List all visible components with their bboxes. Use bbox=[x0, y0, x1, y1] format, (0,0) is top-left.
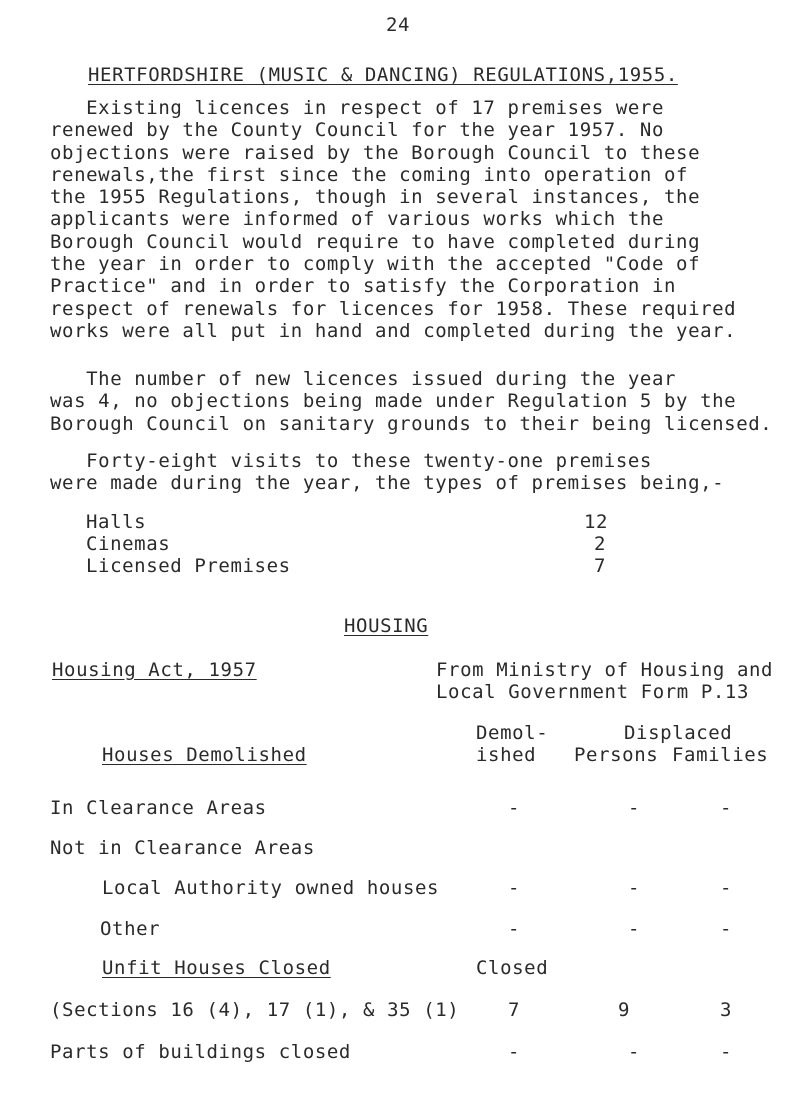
column-header-displaced: Displaced bbox=[624, 722, 733, 744]
premises-type: Halls bbox=[86, 511, 147, 533]
housing-act-label: Housing Act, 1957 bbox=[52, 659, 257, 681]
paragraph-new-licences bbox=[50, 368, 773, 435]
premises-count: 2 bbox=[594, 533, 607, 555]
table-cell: - bbox=[508, 1041, 521, 1063]
text-line: Borough Council would require to have completed during bbox=[50, 230, 701, 253]
table-row-label: Not in Clearance Areas bbox=[50, 837, 315, 859]
houses-demolished-heading: Houses Demolished bbox=[102, 744, 307, 766]
source-line: From Ministry of Housing and bbox=[436, 659, 774, 681]
text-line: Borough Council on sanitary grounds to their being licensed. bbox=[50, 412, 773, 435]
column-header-persons: Persons bbox=[574, 744, 659, 766]
column-header-closed: Closed bbox=[476, 957, 549, 979]
table-cell: 3 bbox=[720, 999, 733, 1021]
premises-count: 12 bbox=[584, 511, 609, 533]
table-row-label: (Sections 16 (4), 17 (1), & 35 (1) bbox=[50, 999, 460, 1021]
section-heading: HERTFORDSHIRE (MUSIC & DANCING) REGULATIONS,1955. bbox=[88, 64, 678, 86]
table-cell: - bbox=[720, 1041, 733, 1063]
column-header-demolished: Demol- bbox=[476, 722, 549, 744]
text-line: was 4, no objections being made under Regulation 5 by the bbox=[50, 390, 737, 413]
text-line: respect of renewals for licences for 1958. These required bbox=[50, 297, 737, 320]
text-line: were made during the year, the types of premises being,- bbox=[50, 472, 725, 495]
table-cell: - bbox=[508, 877, 521, 899]
text-line: Existing licences in respect of 17 premises were bbox=[50, 97, 664, 119]
premises-type: Licensed Premises bbox=[86, 555, 291, 577]
text-line: Forty-eight visits to these twenty-one premises bbox=[50, 450, 652, 472]
table-cell: 9 bbox=[618, 999, 631, 1021]
table-row-label: Other bbox=[100, 918, 161, 940]
table-cell: - bbox=[508, 797, 521, 819]
unfit-houses-heading: Unfit Houses Closed bbox=[102, 957, 331, 979]
source-line: Local Government Form P.13 bbox=[436, 681, 750, 703]
housing-heading: HOUSING bbox=[344, 615, 429, 637]
page-number: 24 bbox=[386, 14, 411, 36]
column-header-families: Families bbox=[672, 744, 769, 766]
table-row-label: Local Authority owned houses bbox=[102, 877, 440, 899]
table-cell: - bbox=[720, 877, 733, 899]
paragraph-existing-licences bbox=[50, 97, 770, 342]
text-line: renewed by the County Council for the year 1957. No bbox=[50, 119, 664, 142]
table-cell: - bbox=[720, 918, 733, 940]
table-cell: 7 bbox=[508, 999, 521, 1021]
text-line: The number of new licences issued during the year bbox=[50, 368, 677, 390]
paragraph-visits bbox=[50, 450, 770, 495]
table-cell: - bbox=[628, 797, 641, 819]
premises-count: 7 bbox=[594, 555, 607, 577]
text-line: the 1955 Regulations, though in several instances, the bbox=[50, 186, 701, 209]
text-line: objections were raised by the Borough Council to these bbox=[50, 141, 701, 164]
text-line: the year in order to comply with the accepted "Code of bbox=[50, 253, 701, 276]
table-row-label: In Clearance Areas bbox=[50, 797, 267, 819]
text-line: applicants were informed of various works which the bbox=[50, 208, 664, 231]
text-line: renewals,the first since the coming into operation of bbox=[50, 163, 689, 186]
table-cell: - bbox=[508, 918, 521, 940]
table-cell: - bbox=[628, 877, 641, 899]
table-row-label: Parts of buildings closed bbox=[50, 1041, 351, 1063]
text-line: Practice" and in order to satisfy the Corporation in bbox=[50, 275, 677, 298]
table-cell: - bbox=[628, 918, 641, 940]
text-line: works were all put in hand and completed during the year. bbox=[50, 319, 737, 342]
column-header-demolished: ished bbox=[476, 744, 537, 766]
table-cell: - bbox=[628, 1041, 641, 1063]
table-cell: - bbox=[720, 797, 733, 819]
premises-type: Cinemas bbox=[86, 533, 171, 555]
